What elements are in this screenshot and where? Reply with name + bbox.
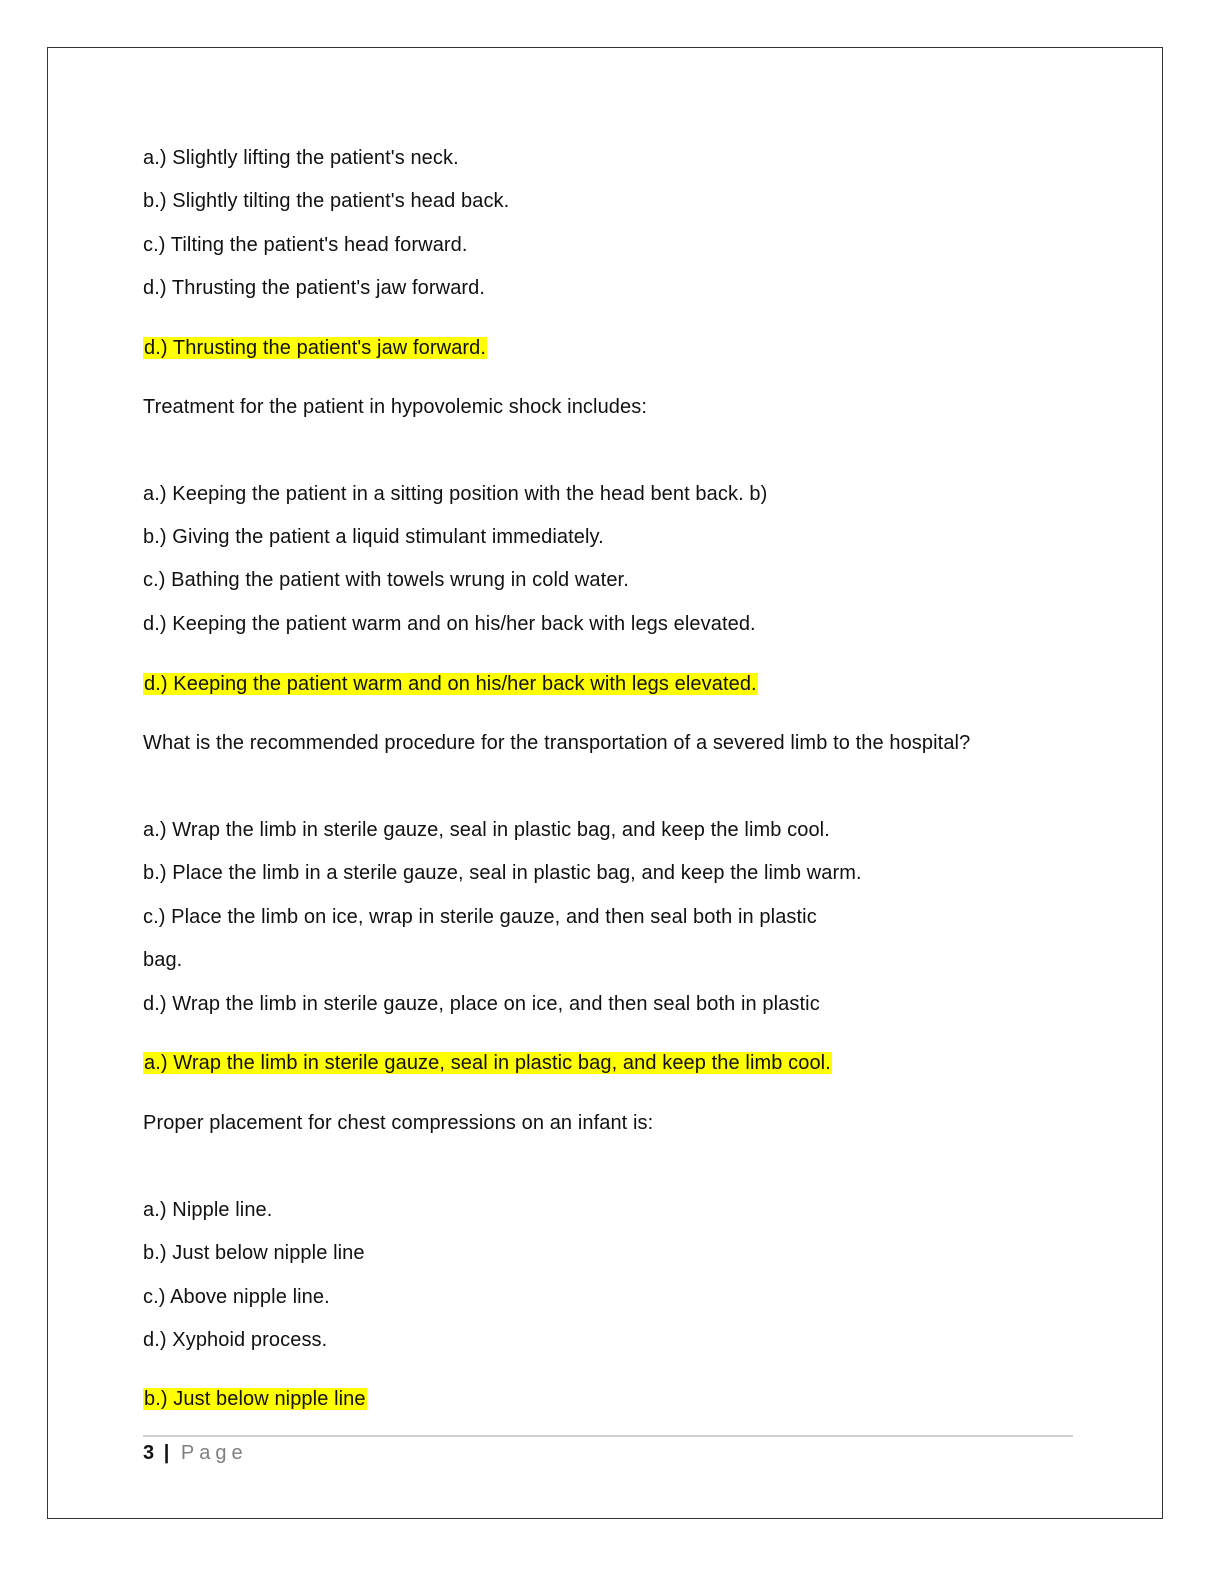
q1-option-b: b.) Slightly tilting the patient's head back. [143, 190, 510, 212]
q3-option-d: d.) Wrap the limb in sterile gauze, place on ice, and then seal both in plastic [143, 993, 820, 1015]
q4-option-a: a.) Nipple line. [143, 1199, 273, 1221]
q3-option-a: a.) Wrap the limb in sterile gauze, seal in plastic bag, and keep the limb cool. [143, 819, 830, 841]
q2-answer [143, 672, 758, 696]
q1-option-a: a.) Slightly lifting the patient's neck. [143, 147, 459, 169]
footer-separator: | [163, 1442, 170, 1464]
q4-answer-highlight: b.) Just below nipple line [144, 1388, 366, 1410]
page-number: 3 [143, 1442, 155, 1464]
q2-option-b: b.) Giving the patient a liquid stimulant immediately. [143, 526, 604, 548]
q3-option-b: b.) Place the limb in a sterile gauze, seal in plastic bag, and keep the limb warm. [143, 862, 862, 884]
q2-option-c: c.) Bathing the patient with towels wrung in cold water. [143, 569, 629, 591]
q2-option-a: a.) Keeping the patient in a sitting position with the head bent back. b) [143, 483, 768, 505]
q4-question: Proper placement for chest compressions on an infant is: [143, 1112, 654, 1134]
q1-option-c: c.) Tilting the patient's head forward. [143, 234, 468, 256]
q3-option-c-continued: bag. [143, 949, 183, 971]
q4-answer [143, 1387, 367, 1411]
q3-question: What is the recommended procedure for the transportation of a severed limb to the hospital? [143, 732, 971, 754]
q1-answer-highlight: d.) Thrusting the patient's jaw forward. [144, 337, 487, 359]
page-footer [143, 1441, 248, 1465]
q4-option-d: d.) Xyphoid process. [143, 1329, 328, 1351]
q2-option-d: d.) Keeping the patient warm and on his/her back with legs elevated. [143, 613, 756, 635]
q3-option-c: c.) Place the limb on ice, wrap in sterile gauze, and then seal both in plastic [143, 906, 817, 928]
q2-question: Treatment for the patient in hypovolemic shock includes: [143, 396, 647, 418]
q1-answer [143, 336, 487, 360]
page-label: Page [180, 1442, 248, 1464]
footer-divider [143, 1435, 1073, 1437]
q4-option-c: c.) Above nipple line. [143, 1286, 330, 1308]
q3-answer [143, 1051, 832, 1075]
q2-answer-highlight: d.) Keeping the patient warm and on his/her back with legs elevated. [144, 673, 757, 695]
q4-option-b: b.) Just below nipple line [143, 1242, 365, 1264]
q1-option-d: d.) Thrusting the patient's jaw forward. [143, 277, 486, 299]
q3-answer-highlight: a.) Wrap the limb in sterile gauze, seal in plastic bag, and keep the limb cool. [144, 1052, 831, 1074]
